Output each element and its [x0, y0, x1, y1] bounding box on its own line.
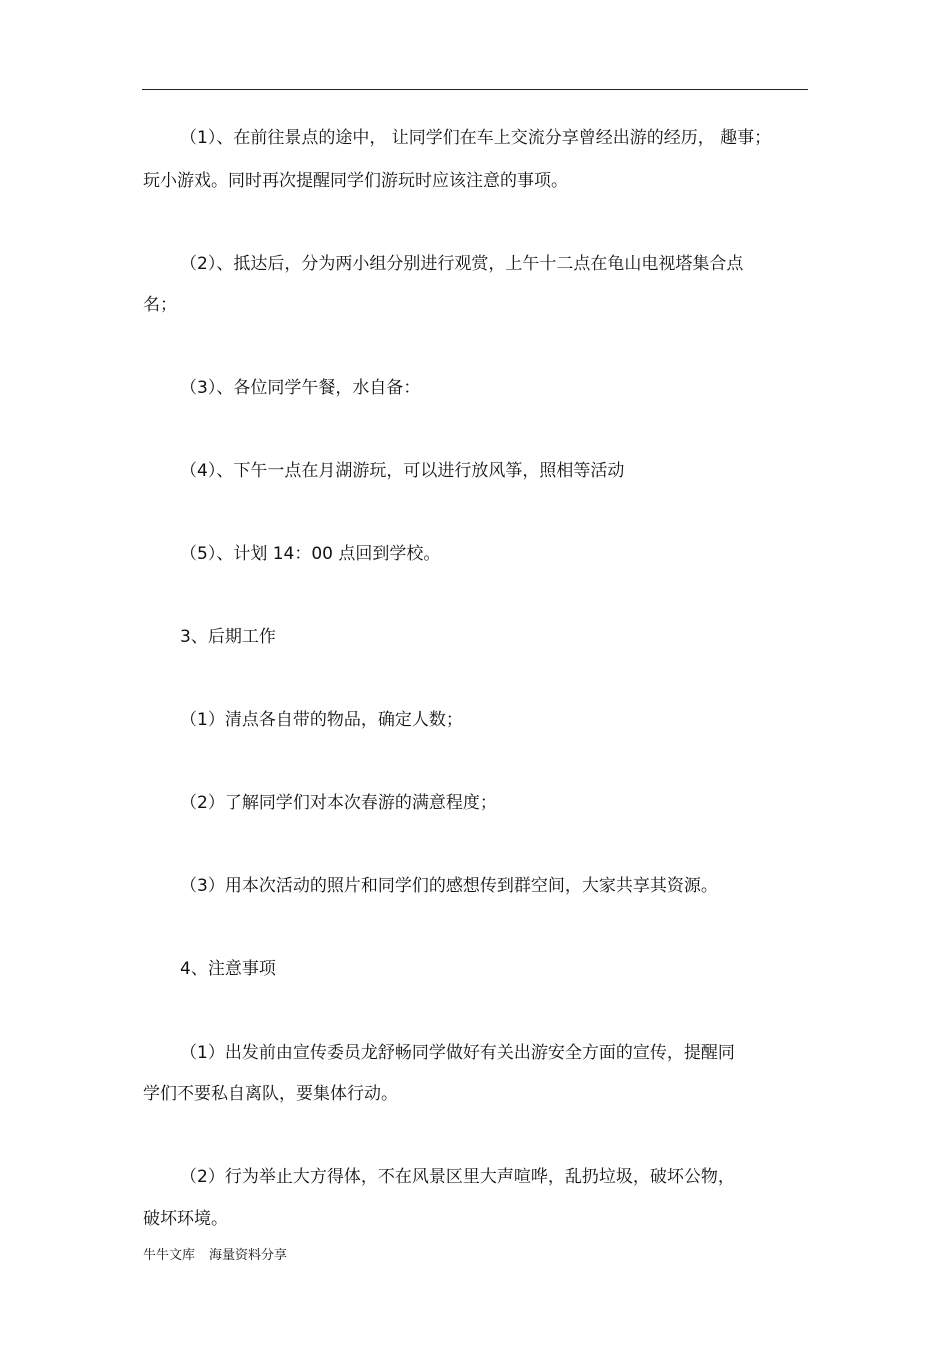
paragraph-8: （3）用本次活动的照片和同学们的感想传到群空间，大家共享其资源。 — [180, 876, 718, 896]
header-rule — [142, 89, 808, 90]
paragraph-10-line-2: 破坏环境。 — [143, 1209, 228, 1229]
section-heading-4: 4、注意事项 — [180, 959, 276, 979]
paragraph-2-line-1: （2）、抵达后，分为两小组分别进行观赏，上午十二点在龟山电视塔集合点 — [180, 254, 744, 274]
paragraph-3: （3）、各位同学午餐，水自备： — [180, 378, 421, 398]
paragraph-1-line-2: 玩小游戏。同时再次提醒同学们游玩时应该注意的事项。 — [143, 171, 568, 191]
paragraph-4: （4）、下午一点在月湖游玩，可以进行放风筝，照相等活动 — [180, 461, 625, 481]
paragraph-1-line-1: （1）、在前往景点的途中， 让同学们在车上交流分享曾经出游的经历， 趣事； — [180, 128, 772, 148]
paragraph-9-line-2: 学们不要私自离队，要集体行动。 — [143, 1084, 398, 1104]
paragraph-7: （2）了解同学们对本次春游的满意程度； — [180, 793, 497, 813]
footer-brand: 牛牛文库 — [143, 1248, 196, 1263]
paragraph-6: （1）清点各自带的物品，确定人数； — [180, 710, 463, 730]
section-heading-3: 3、后期工作 — [180, 627, 276, 647]
paragraph-9-line-1: （1）出发前由宣传委员龙舒畅同学做好有关出游安全方面的宣传，提醒同 — [180, 1043, 735, 1063]
page-footer — [143, 1247, 287, 1265]
paragraph-2-line-2: 名； — [143, 295, 177, 315]
paragraph-5: （5）、计划 14：00 点回到学校。 — [180, 544, 441, 564]
footer-slogan: 海量资料分享 — [209, 1248, 288, 1263]
paragraph-10-line-1: （2）行为举止大方得体，不在风景区里大声喧哗，乱扔垃圾，破坏公物， — [180, 1167, 735, 1187]
